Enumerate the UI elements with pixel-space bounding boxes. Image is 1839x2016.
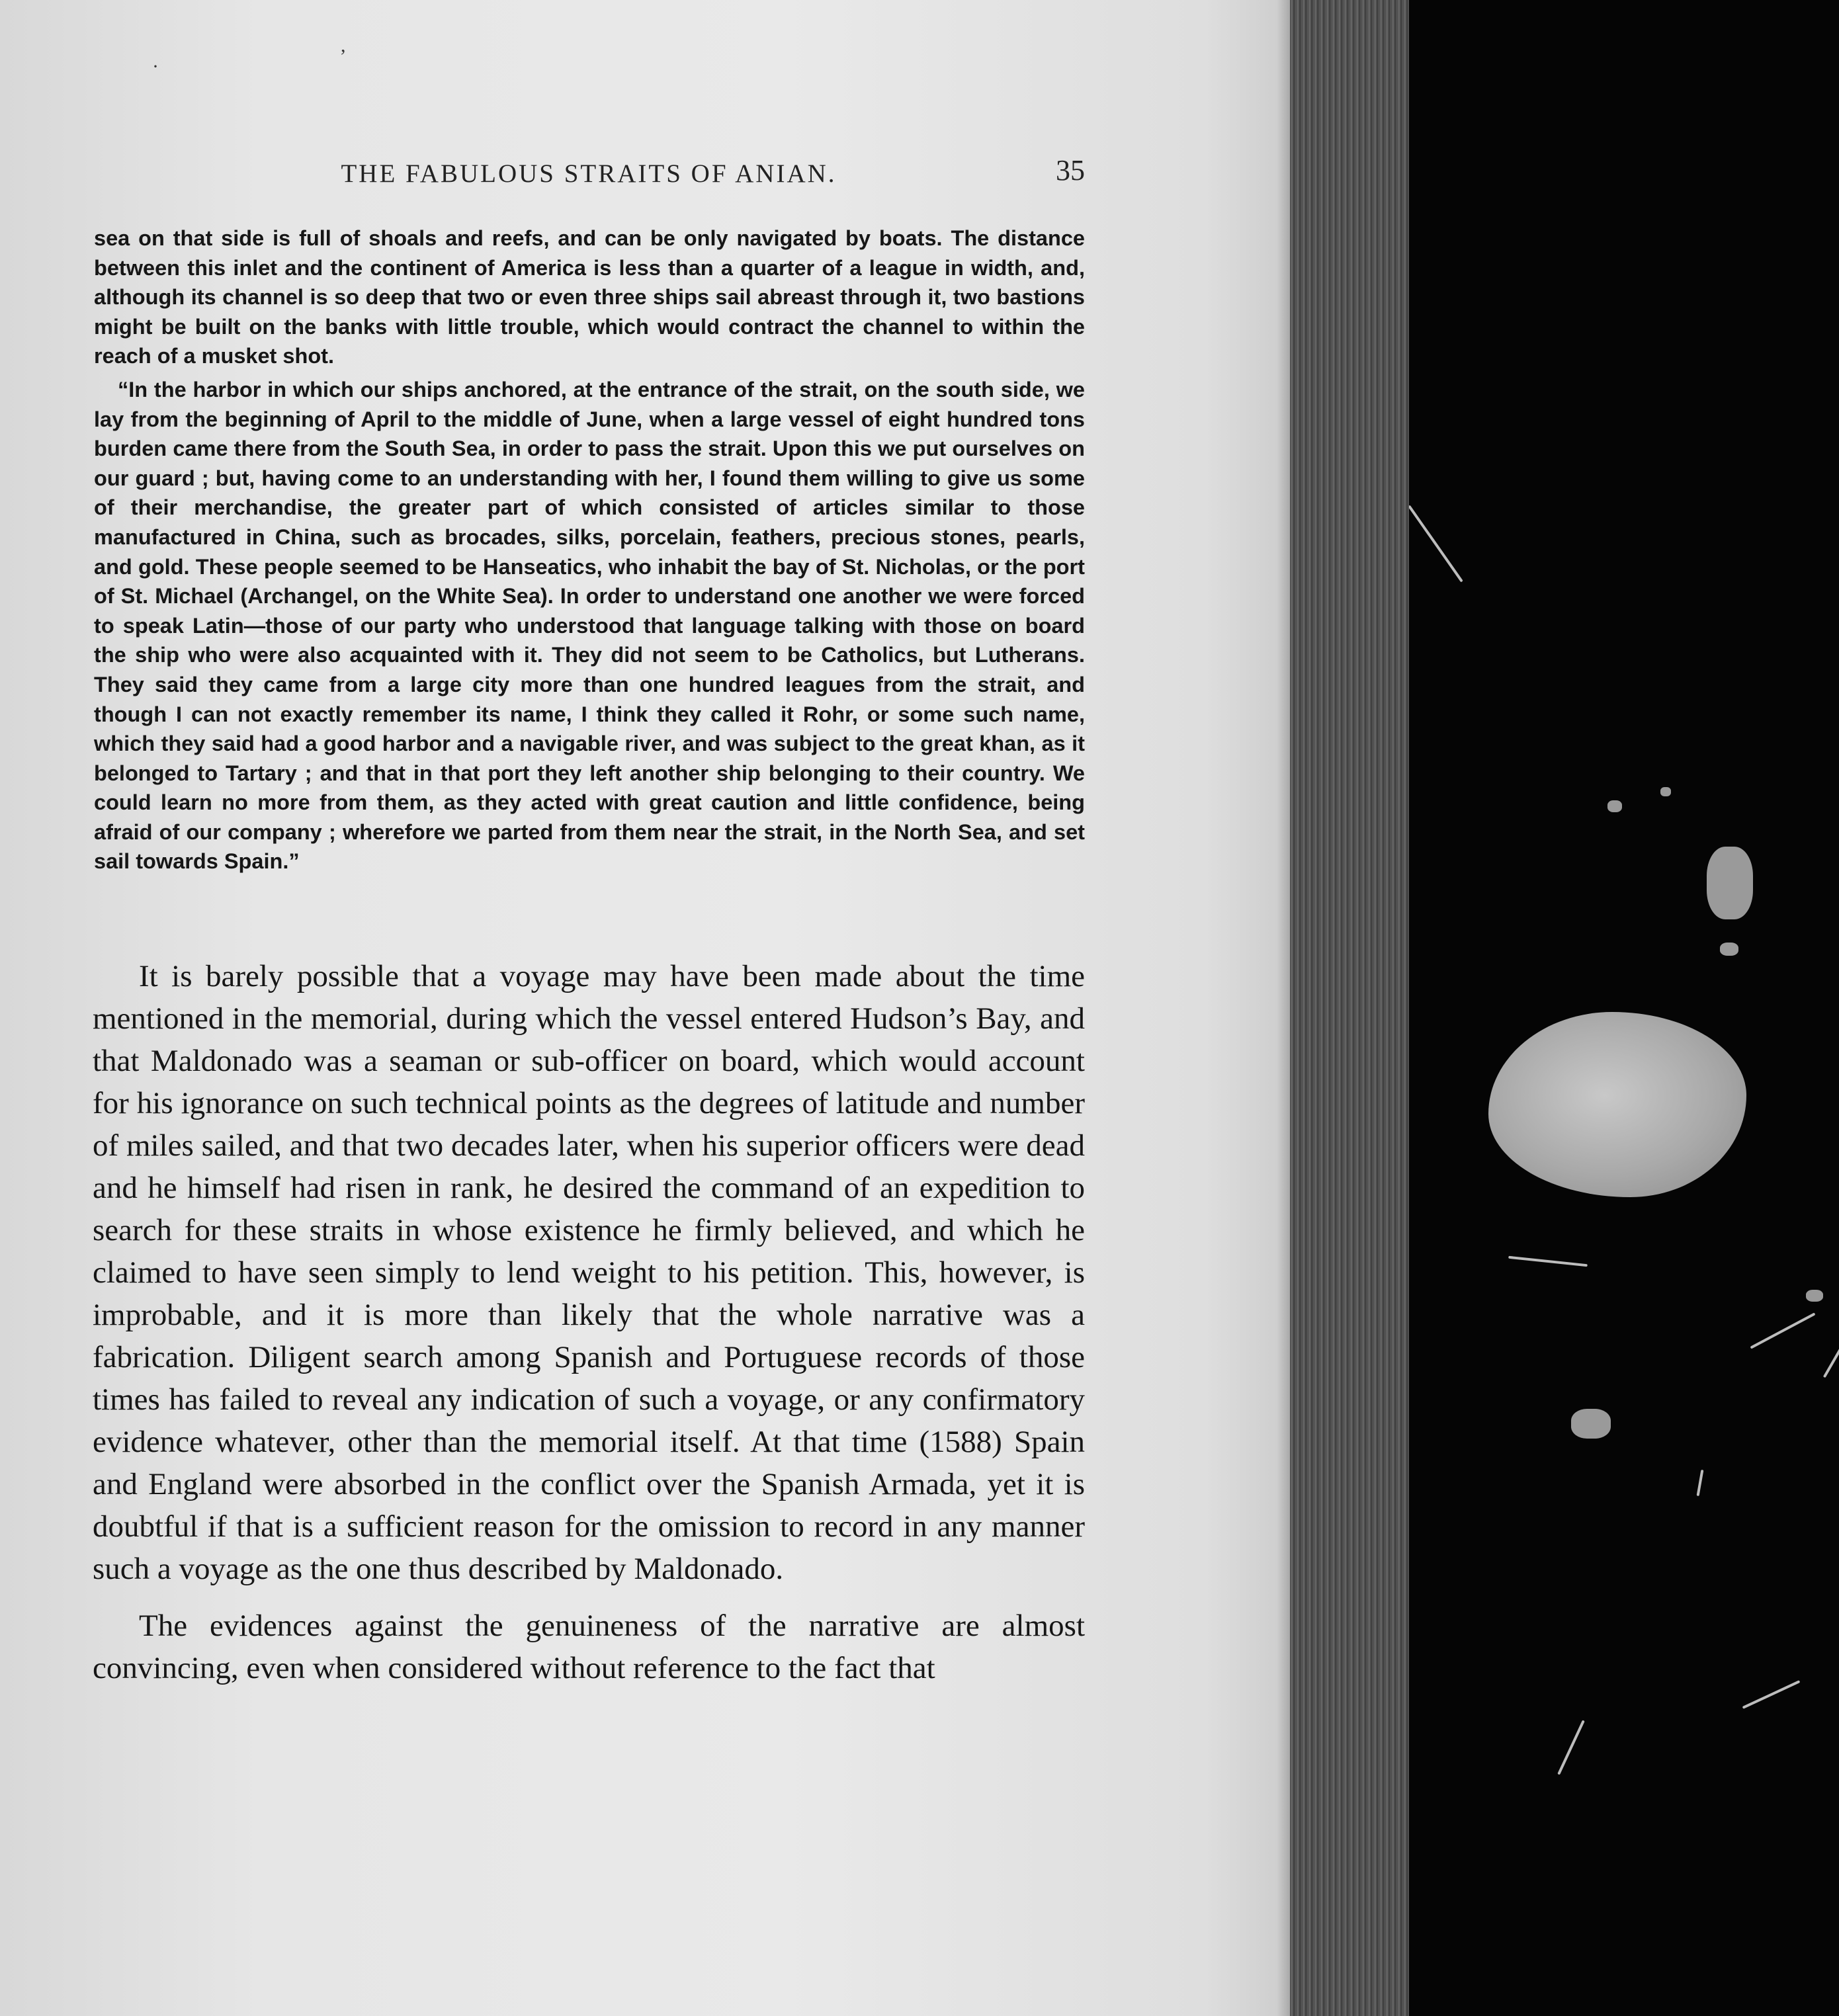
body-paragraph: The evidences against the genuineness of the narrative are almost convincing, even when considered without reference to the fact that [93, 1609, 1085, 1685]
scan-scratch [1557, 1720, 1585, 1775]
book-fore-edge [1290, 0, 1409, 2016]
scan-scratch [1508, 1256, 1588, 1267]
scanner-background [1409, 0, 1839, 2016]
quote-paragraph: “In the harbor in which our ships anchored, at the entrance of the strait, on the south side, we lay from the beginning of April to the middle of June, when a large vessel of eight hundred tons burden came there from the South Sea, in order to pass the strait. Upon this we put ourselves on our guard ; but, having come to an understanding with her, I found them willing to give us some of their merchandise, the greater part of which consisted of articles similar to those manufactured in China, such as brocades, silks, porcelain, feathers, precious stones, pearls, and gold. These people seemed to be Hanseatics, who inhabit the bay of St. Nicholas, or the port of St. Michael (Archangel, on the White Sea). In order to understand one another we were forced to speak Latin—those of our party who understood that language talking with those on board the ship who were also acquainted with it. They did not seem to be Catholics, but Lutherans. They said they came from a large city more than one hundred leagues from the strait, and though I can not exactly remember its name, I think they called it Rohr, or some such name, which they said had a good harbor and a navigable river, and was subject to the great khan, as it belonged to Tartary ; and that in that port they left another ship belonging to their country. We could learn no more from them, as they acted with great caution and little confidence, being afraid of our company ; wherefore we parted from them near the strait, in the North Sea, and set sail towards Spain.” [94, 377, 1085, 874]
page-number: 35 [1056, 154, 1085, 187]
scan-scratch [1823, 1337, 1839, 1378]
body-text [93, 955, 1085, 1704]
scan-blotch [1660, 787, 1671, 796]
scan-blotch [1607, 800, 1622, 812]
quoted-memorial-block [94, 224, 1085, 880]
scan-blotch [1806, 1290, 1823, 1302]
scan-blotch [1571, 1409, 1611, 1439]
scan-scratch [1750, 1312, 1815, 1349]
body-paragraph: It is barely possible that a voyage may have been made about the time mentioned in the memorial, during which the vessel entered Hudson’s Bay, and that Maldonado was a seaman or sub-officer on board, which would account for his ignorance on such technical points as the degrees of latitude and number of miles sailed, and that two decades later, when his superior officers were dead and he himself had risen in rank, he desired the command of an expedition to search for these straits in whose existence he firmly believed, and which he claimed to have seen simply to lend weight to his petition. This, however, is improbable, and it is more than likely that the whole narrative was a fabrication. Diligent search among Spanish and Portuguese records of those times has failed to reveal any indication of such a voyage, or any confirmatory evidence whatever, other than the memorial itself. At that time (1588) Spain and England were absorbed in the conflict over the Spanish Armada, yet it is doubtful if that is a sufficient reason for the omission to record in any manner such a voyage as the one thus described by Maldonado. [93, 959, 1085, 1586]
scan-scratch [1409, 505, 1463, 583]
scan-scratch [1742, 1680, 1801, 1709]
quote-paragraph: sea on that side is full of shoals and reefs, and can be only navigated by boats. The distance between this inlet and the continent of America is less than a quarter of a league in width, and, although its channel is so deep that two or even three ships sail abreast through it, two bastions might be built on the banks with little trouble, which would contract the channel to within the reach of a musket shot. [94, 226, 1085, 368]
scan-blotch [1720, 943, 1738, 956]
running-head-title: THE FABULOUS STRAITS OF ANIAN. [341, 159, 837, 188]
scan-speck: · [152, 56, 159, 77]
scan-blotch [1707, 847, 1753, 919]
scan-blotch [1488, 1012, 1746, 1197]
scan-scratch [1697, 1470, 1704, 1496]
scan-speck: , [341, 34, 346, 56]
